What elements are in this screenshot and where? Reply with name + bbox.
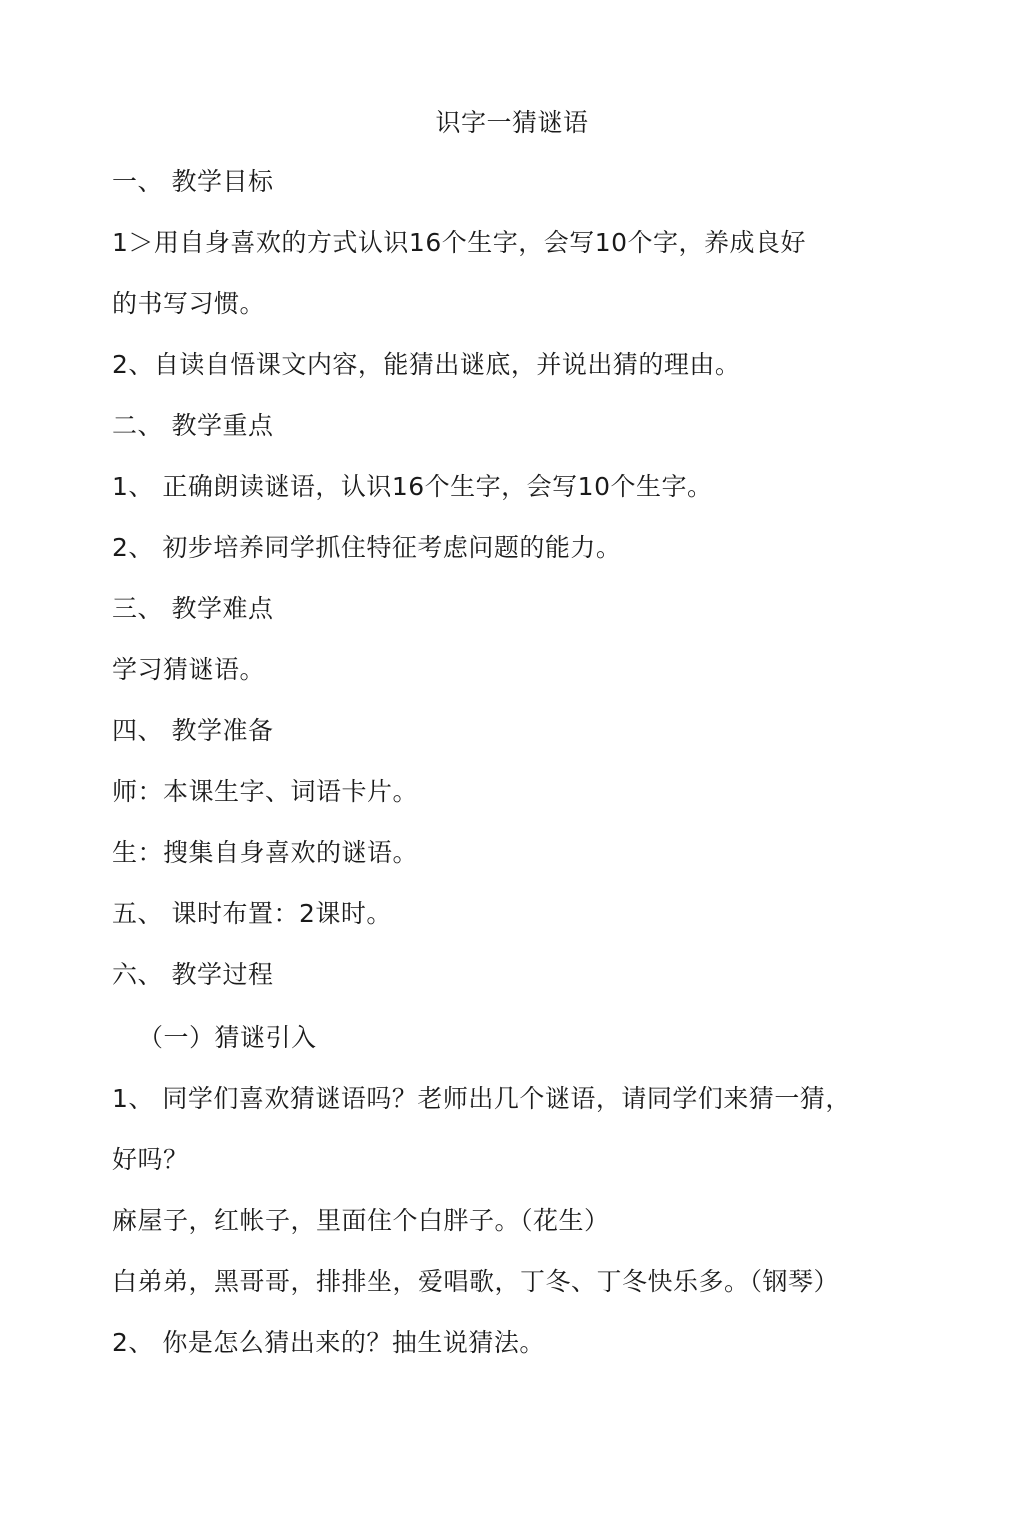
subsection-heading: （一）猜谜引入 (138, 1023, 317, 1052)
paragraph-line: 2、自读自悟课文内容，能猜出谜底，并说出猜的理由。 (112, 350, 741, 379)
section-heading-objectives: 一、 教学目标 (112, 167, 274, 196)
section-heading-schedule: 五、 课时布置：2课时。 (112, 899, 392, 928)
paragraph-line: 2、 初步培养同学抓住特征考虑问题的能力。 (112, 533, 622, 562)
riddle-line: 麻屋子，红帐子，里面住个白胖子。（花生） (112, 1206, 610, 1235)
paragraph-line: 好吗？ (112, 1145, 189, 1174)
paragraph-line: 师：本课生字、词语卡片。 (112, 777, 419, 806)
section-heading-difficulties: 三、 教学难点 (112, 594, 274, 623)
paragraph-line: 1、 正确朗读谜语，认识16个生字，会写10个生字。 (112, 472, 713, 501)
paragraph-line: 1、 同学们喜欢猜谜语吗？老师出几个谜语，请同学们来猜一猜， (112, 1084, 851, 1113)
section-heading-key-points: 二、 教学重点 (112, 411, 274, 440)
paragraph-line: 生：搜集自身喜欢的谜语。 (112, 838, 419, 867)
section-heading-process: 六、 教学过程 (112, 960, 274, 989)
document-title: 识字一猜谜语 (435, 108, 589, 137)
riddle-line: 白弟弟，黑哥哥，排排坐，爱唱歌，丁冬、丁冬快乐多。（钢琴） (112, 1267, 840, 1296)
paragraph-line: 学习猜谜语。 (112, 655, 266, 684)
paragraph-line: 的书写习惯。 (112, 289, 266, 318)
paragraph-line: 2、 你是怎么猜出来的？抽生说猜法。 (112, 1328, 545, 1357)
section-heading-preparation: 四、 教学准备 (112, 716, 274, 745)
paragraph-line: 1＞用自身喜欢的方式认识16个生字，会写10个字，养成良好 (112, 228, 807, 257)
